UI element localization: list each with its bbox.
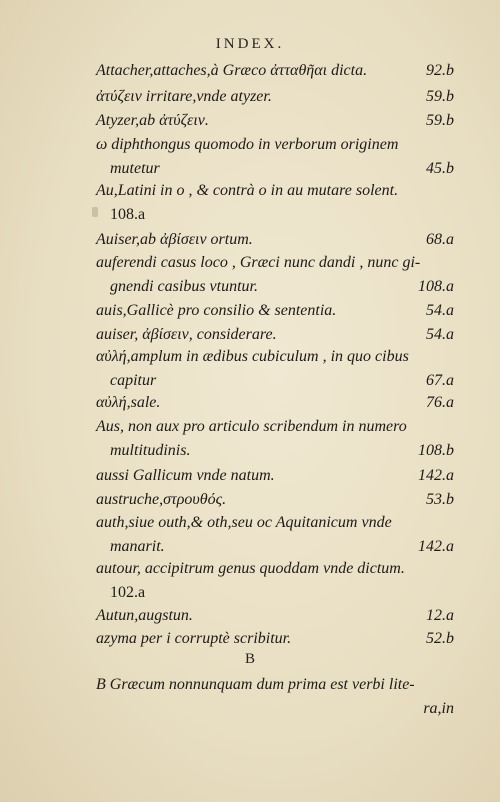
index-entry: [96, 514, 454, 536]
entry-text: capitur: [110, 372, 157, 389]
index-entry: [96, 278, 454, 300]
entry-page-ref: 68.a: [426, 231, 454, 248]
entry-text: gnendi casibus vtuntur.: [110, 278, 258, 295]
entry-text: B Græcum nonnunquam dum prima est verbi lite-: [96, 676, 415, 693]
index-entry: [96, 62, 454, 84]
entry-text: auiser, ἀβίσειν, considerare.: [96, 326, 277, 343]
page-header: INDEX.: [215, 36, 285, 52]
index-entry: [96, 491, 454, 513]
entry-text: aussi Gallicum vnde natum.: [96, 467, 275, 484]
index-entry: [96, 700, 454, 722]
entry-text: Attacher,attaches,à Græco ἀτταθῆαι dicta.: [96, 62, 368, 79]
entry-text: 102.a: [110, 584, 146, 601]
entry-page-ref: 67.a: [426, 372, 454, 389]
index-entry: [96, 231, 454, 253]
entry-page-ref: 45.b: [426, 160, 454, 177]
entry-text: 108.a: [110, 206, 146, 223]
entry-text: auis,Gallicè pro consilio & sententia.: [96, 302, 337, 319]
entry-page-ref: 108.a: [418, 278, 454, 295]
index-entry: [96, 442, 454, 464]
entry-text: austruche,στρουθός.: [96, 491, 227, 508]
entry-text: autour, accipitrum genus quoddam vnde dictum.: [96, 560, 405, 577]
entry-text: ἀτύζειν irritare,vnde atyzer.: [96, 88, 272, 105]
index-entry: [96, 206, 454, 228]
entry-text: auth,siue outh,& oth,seu oc Aquitanicum vnde: [96, 514, 392, 531]
entry-page-ref: 142.a: [418, 538, 454, 555]
entry-text: mutetur: [110, 160, 160, 177]
entry-text: Au,Latini in o , & contrà o in au mutare solent.: [96, 182, 399, 199]
index-entry: [96, 302, 454, 324]
index-entry: [96, 372, 454, 394]
entry-page-ref: 54.a: [426, 326, 454, 343]
index-entry: [96, 160, 454, 182]
index-entry: [96, 418, 454, 440]
entry-page-ref: 142.a: [418, 467, 454, 484]
index-entry: [96, 88, 454, 110]
entry-text: αὐλή,sale.: [96, 394, 161, 411]
index-entry: [96, 584, 454, 606]
index-entry: [96, 467, 454, 489]
entry-page-ref: 59.b: [426, 112, 454, 129]
entry-page-ref: 54.a: [426, 302, 454, 319]
entry-text: Auiser,ab ἀβίσειν ortum.: [96, 231, 253, 248]
entry-page-ref: 52.b: [426, 630, 454, 647]
entry-page-ref: 53.b: [426, 491, 454, 508]
index-entry: [96, 326, 454, 348]
index-entry: [96, 136, 454, 158]
entry-text: ω diphthongus quomodo in verborum originem: [96, 136, 399, 153]
ink-smudge: [92, 207, 98, 217]
index-entry: [96, 182, 454, 204]
index-entry: [96, 630, 454, 652]
index-entry: [96, 112, 454, 134]
entry-text: αὐλή,amplum in ædibus cubiculum , in quo cibus: [96, 348, 409, 365]
index-entry: [96, 607, 454, 629]
entry-text: auferendi casus loco , Græci nunc dandi , nunc gi-: [96, 254, 421, 271]
index-entry: [96, 254, 454, 276]
entry-page-ref: 76.a: [426, 394, 454, 411]
entry-text: azyma per i corruptè scribitur.: [96, 630, 292, 647]
index-entry: [96, 348, 454, 370]
entry-page-ref: 12.a: [426, 607, 454, 624]
entry-page-ref: 92.b: [426, 62, 454, 79]
entry-text: multitudinis.: [110, 442, 191, 459]
entry-text: Aus, non aux pro articulo scribendum in numero: [96, 418, 407, 435]
entry-page-ref: 59.b: [426, 88, 454, 105]
index-entry: [96, 538, 454, 560]
entry-page-ref: 108.b: [418, 442, 454, 459]
section-letter: B: [244, 651, 255, 667]
entry-text: manarit.: [110, 538, 165, 555]
index-entry: [96, 560, 454, 582]
entry-text: ra,in: [423, 700, 454, 717]
entry-text: Autun,augstun.: [96, 607, 193, 624]
entry-text: Atyzer,ab ἀτύζειν.: [96, 112, 209, 129]
index-entry: [96, 394, 454, 416]
index-entry: [96, 676, 454, 698]
